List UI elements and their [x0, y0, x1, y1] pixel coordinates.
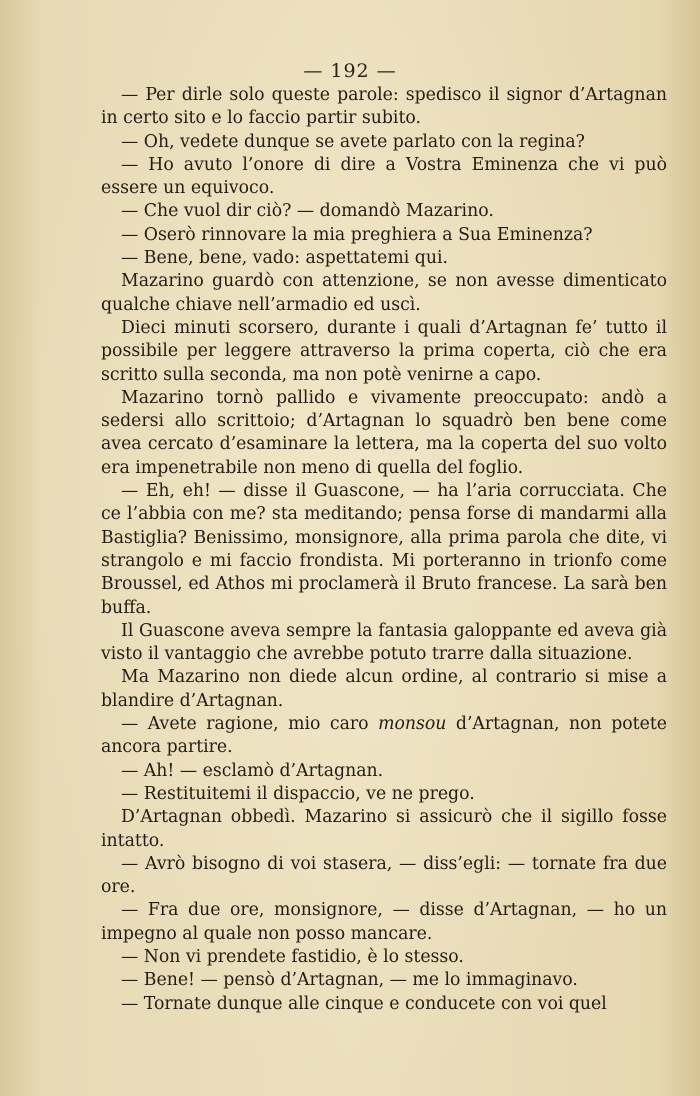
- paragraph: Mazarino tornò pallido e vivamente preoccupato: andò a sedersi allo scrittoio; d’Artagnan lo squadrò ben bene come avea cercato d’esaminare la lettera, ma la coperta del suo volto era impenetrabile non meno di quella del foglio.: [101, 387, 667, 478]
- paragraph: — Eh, eh! — disse il Guascone, — ha l’aria corrucciata. Che ce l’abbia con me? sta meditando; pensa forse di mandarmi alla Bastiglia? Benissimo, monsignore, alla prima parola che dite, vi strangolo e mi faccio frondista. Mi porteranno in trionfo come Broussel, ed Athos mi proclamerà il Bruto francese. La sarà ben buffa.: [101, 481, 667, 618]
- paragraph: — Bene! — pensò d’Artagnan, — me lo immaginavo.: [121, 970, 578, 991]
- paragraph: — Per dirle solo queste parole: spedisco il signor d’Artagnan in certo sito e lo faccio partir subito.: [101, 85, 667, 129]
- italic-word: monsou: [378, 714, 447, 735]
- paragraph: Mazarino guardò con attenzione, se non avesse dimenticato qualche chiave nell’armadio ed uscì.: [101, 271, 667, 315]
- paragraph: — Fra due ore, monsignore, — disse d’Artagnan, — ho un impegno al quale non posso mancare.: [101, 900, 667, 944]
- paragraph: D’Artagnan obbedì. Mazarino si assicurò che il sigillo fosse intatto.: [101, 807, 667, 851]
- paragraph-text: — Avete ragione, mio caro: [121, 714, 379, 735]
- paragraph: — Restituitemi il dispaccio, ve ne prego.: [121, 783, 475, 804]
- paragraph: [101, 713, 667, 760]
- paragraph: — Oserò rinnovare la mia preghiera a Sua Eminenza?: [121, 224, 593, 245]
- paragraph: — Ho avuto l’onore di dire a Vostra Eminenza che vi può essere un equivoco.: [101, 154, 667, 199]
- page-number: — 192 —: [303, 60, 397, 82]
- paragraph-text: d’Artagnan, non potete ancora partire.: [101, 714, 668, 758]
- paragraph: — Tornate dunque alle cinque e conducete con voi quel: [121, 993, 607, 1014]
- paragraph: Il Guascone aveva sempre la fantasia galoppante ed aveva già visto il vantaggio che avrebbe potuto trarre dalla situazione.: [101, 620, 667, 665]
- page-body-text: [101, 84, 667, 1016]
- paragraph: Dieci minuti scorsero, durante i quali d’Artagnan fe’ tutto il possibile per leggere attraverso la prima coperta, ciò che era scritto sulla seconda, ma non potè venirne a capo.: [101, 317, 667, 385]
- paragraph: — Bene, bene, vado: aspettatemi qui.: [121, 248, 448, 269]
- paragraph: — Oh, vedete dunque se avete parlato con la regina?: [121, 131, 585, 152]
- paragraph: — Ah! — esclamò d’Artagnan.: [121, 760, 384, 781]
- paragraph: — Non vi prendete fastidio, è lo stesso.: [121, 946, 464, 967]
- paragraph: — Che vuol dir ciò? — domandò Mazarino.: [121, 201, 494, 222]
- paragraph: Ma Mazarino non diede alcun ordine, al contrario si mise a blandire d’Artagnan.: [101, 667, 667, 711]
- paragraph: — Avrò bisogno di voi stasera, — diss’egli: — tornate fra due ore.: [101, 853, 667, 898]
